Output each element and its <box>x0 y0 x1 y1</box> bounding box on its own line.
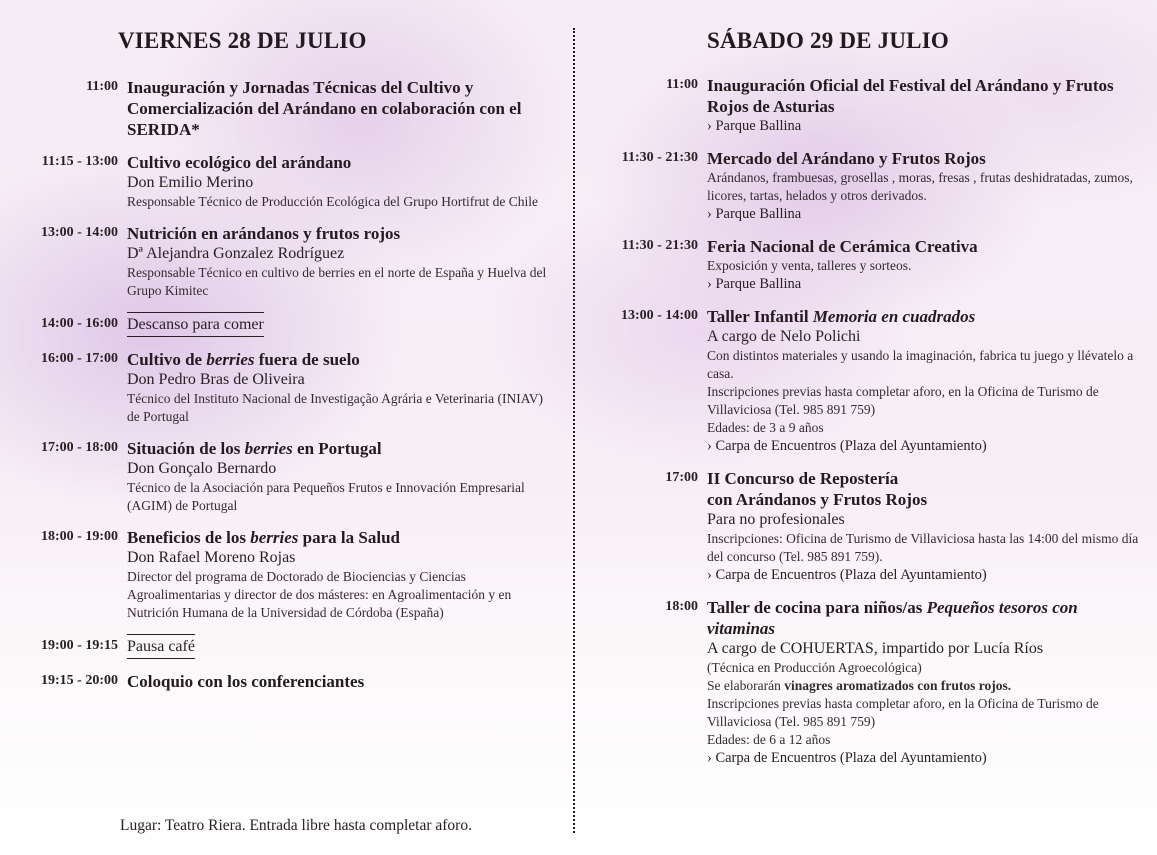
schedule-item <box>580 306 1140 456</box>
schedule-item <box>10 527 555 622</box>
venue-note: Lugar: Teatro Riera. Entrada libre hasta completar aforo. <box>120 817 472 834</box>
friday-heading: VIERNES 28 DE JULIO <box>118 28 367 53</box>
event-title-emphasis: Pequeños tesoros con vitaminas <box>707 598 1078 638</box>
event-description <box>707 677 1140 695</box>
schedule-item <box>10 349 555 426</box>
event-registration: Inscripciones previas hasta completar aforo, en la Oficina de Turismo de Villaviciosa (Tel. 985 891 759) <box>707 384 1099 417</box>
event-description: Técnico de la Asociación para Pequeños Frutos e Innovación Empresarial (AGIM) de Portugal <box>127 480 525 513</box>
event-title: Inauguración y Jornadas Técnicas del Cultivo y Comercialización del Arándano en colaboración con el SERIDA* <box>127 78 522 139</box>
description-text: Se elaborarán <box>707 678 785 693</box>
event-title-text: Taller de cocina para niños/as <box>707 598 927 617</box>
event-time: 11:15 - 13:00 <box>41 154 118 169</box>
schedule-item <box>10 671 555 692</box>
event-location: › Carpa de Encuentros (Plaza del Ayuntamiento) <box>707 750 987 766</box>
event-title: Cultivo ecológico del arándano <box>127 153 352 172</box>
event-title: Nutrición en arándanos y frutos rojos <box>127 224 401 243</box>
event-time: 18:00 - 19:00 <box>41 529 118 544</box>
event-title: II Concurso de Repostería <box>707 469 899 488</box>
event-time: 17:00 <box>665 470 698 485</box>
event-time: 13:00 - 14:00 <box>621 308 698 323</box>
event-description: Arándanos, frambuesas, grosellas , moras, fresas , frutas deshidratadas, zumos, licores, tartas, helados y otros derivados. <box>707 170 1133 203</box>
friday-schedule <box>10 77 555 704</box>
event-audience: Para no profesionales <box>707 511 845 528</box>
speaker-text: , impartido por Lucía Ríos <box>873 640 1044 657</box>
event-location: › Parque Ballina <box>707 206 802 222</box>
event-location: › Carpa de Encuentros (Plaza del Ayuntamiento) <box>707 567 987 583</box>
event-time: 18:00 <box>665 599 698 614</box>
speaker-text: A cargo de <box>707 640 781 657</box>
event-registration: Inscripciones previas hasta completar aforo, en la Oficina de Turismo de Villaviciosa (Tel. 985 891 759) <box>707 696 1099 729</box>
event-title-text: para la Salud <box>298 528 400 547</box>
schedule-break <box>10 312 555 337</box>
schedule-break <box>10 634 555 659</box>
event-time: 14:00 - 16:00 <box>41 316 118 331</box>
event-title-line2: con Arándanos y Frutos Rojos <box>707 490 928 509</box>
event-time: 11:00 <box>86 79 118 94</box>
event-time: 19:00 - 19:15 <box>41 638 118 653</box>
event-ages: Edades: de 3 a 9 años <box>707 420 824 435</box>
schedule-item <box>580 468 1140 585</box>
break-label: Pausa café <box>127 634 195 659</box>
event-title: Inauguración Oficial del Festival del Arándano y Frutos Rojos de Asturias <box>707 76 1114 116</box>
break-label: Descanso para comer <box>127 312 264 337</box>
organization-name: COHUERTAS <box>780 640 874 657</box>
event-speaker <box>707 639 1140 659</box>
event-title-emphasis: berries <box>250 528 299 547</box>
event-description: Director del programa de Doctorado de Biociencias y Ciencias Agroalimentarias y director de dos másteres: en Agroalimentación y en Nutrición Humana de la Universidad de Córdoba (España) <box>127 569 512 620</box>
event-ages: Edades: de 6 a 12 años <box>707 732 831 747</box>
event-speaker: Don Emilio Merino <box>127 174 254 191</box>
description-highlight: vinagres aromatizados con frutos rojos. <box>784 678 1012 693</box>
event-title: Coloquio con los conferenciantes <box>127 672 365 691</box>
column-divider <box>573 28 575 833</box>
event-title-text: Beneficios de los <box>127 528 251 547</box>
event-title <box>127 438 555 459</box>
event-title <box>127 527 555 548</box>
event-time: 16:00 - 17:00 <box>41 351 118 366</box>
event-time: 19:15 - 20:00 <box>41 673 118 688</box>
event-description: Exposición y venta, talleres y sorteos. <box>707 258 912 273</box>
event-speaker: Don Gonçalo Bernardo <box>127 460 277 477</box>
event-title-text: Cultivo de <box>127 350 207 369</box>
schedule-item <box>580 75 1140 136</box>
event-description: Responsable Técnico de Producción Ecológica del Grupo Hortifrut de Chile <box>127 194 539 209</box>
event-title <box>707 597 1140 639</box>
event-title-text: en Portugal <box>292 439 382 458</box>
saturday-heading: SÁBADO 29 DE JULIO <box>707 28 949 53</box>
schedule-item <box>580 148 1140 224</box>
event-title-emphasis: berries <box>244 439 293 458</box>
event-title-emphasis: berries <box>206 350 255 369</box>
event-title: Feria Nacional de Cerámica Creativa <box>707 237 978 256</box>
event-title: Mercado del Arándano y Frutos Rojos <box>707 149 986 168</box>
saturday-schedule <box>580 75 1140 780</box>
event-time: 11:30 - 21:30 <box>621 238 698 253</box>
event-speaker: Dª Alejandra Gonzalez Rodríguez <box>127 245 345 262</box>
event-title-text: Taller Infantil <box>707 307 813 326</box>
event-description: Responsable Técnico en cultivo de berries en el norte de España y Huelva del Grupo Kimitec <box>127 265 547 298</box>
schedule-item <box>10 77 555 140</box>
event-title-text: fuera de suelo <box>254 350 360 369</box>
event-speaker: Don Pedro Bras de Oliveira <box>127 371 305 388</box>
event-registration: Inscripciones: Oficina de Turismo de Villaviciosa hasta las 14:00 del mismo día del concurso (Tel. 985 891 759). <box>707 531 1139 564</box>
event-title-text: Situación de los <box>127 439 245 458</box>
schedule-item <box>10 223 555 300</box>
event-description: Técnico del Instituto Nacional de Investigação Agrária e Veterinaria (INIAV) de Portugal <box>127 391 543 424</box>
event-title-emphasis: Memoria en cuadrados <box>812 307 976 326</box>
event-time: 13:00 - 14:00 <box>41 225 118 240</box>
event-location: › Carpa de Encuentros (Plaza del Ayuntamiento) <box>707 438 987 454</box>
event-time: 11:30 - 21:30 <box>621 150 698 165</box>
event-location: › Parque Ballina <box>707 276 802 292</box>
schedule-item <box>10 438 555 515</box>
event-time: 11:00 <box>666 77 698 92</box>
event-location: › Parque Ballina <box>707 118 802 134</box>
event-time: 17:00 - 18:00 <box>41 440 118 455</box>
event-description: (Técnica en Producción Agroecológica) <box>707 660 922 675</box>
event-description: Con distintos materiales y usando la imaginación, fabrica tu juego y llévatelo a casa. <box>707 348 1134 381</box>
schedule-item <box>580 236 1140 294</box>
event-title <box>707 306 1140 327</box>
schedule-item <box>10 152 555 211</box>
schedule-item <box>580 597 1140 768</box>
event-title <box>127 349 555 370</box>
event-speaker: A cargo de Nelo Polichi <box>707 328 861 345</box>
event-speaker: Don Rafael Moreno Rojas <box>127 549 296 566</box>
